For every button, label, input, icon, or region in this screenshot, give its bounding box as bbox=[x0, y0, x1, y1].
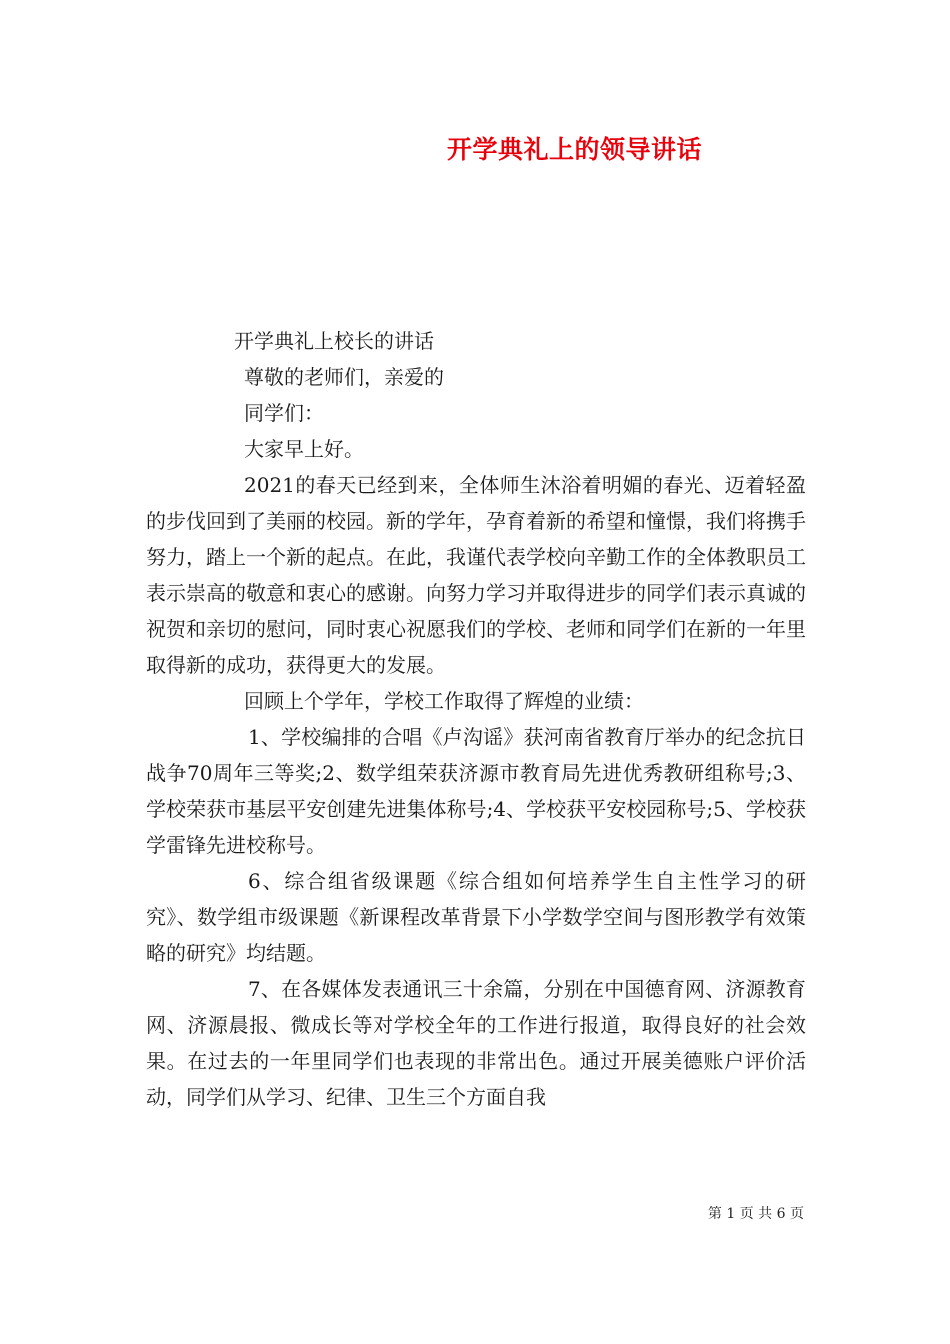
salutation-line-1: 尊敬的老师们，亲爱的 bbox=[244, 365, 444, 389]
document-body bbox=[146, 323, 806, 1115]
greeting-line: 大家早上好。 bbox=[244, 437, 364, 461]
paragraph-achievements-1: 1、学校编排的合唱《卢沟谣》获河南省教育厅举办的纪念抗日战争70周年三等奖;2、数学组荣获济源市教育局先进优秀教研组称号;3、学校荣获市基层平安创建先进集体称号;4、学校获平安校园称号;5、学校获学雷锋先进校称号。 bbox=[146, 725, 806, 857]
document-title: 开学典礼上的领导讲话 bbox=[447, 135, 703, 164]
paragraph-opening: 2021的春天已经到来，全体师生沐浴着明媚的春光、迈着轻盈的步伐回到了美丽的校园。新的学年，孕育着新的希望和憧憬，我们将携手努力，踏上一个新的起点。在此，我谨代表学校向辛勤工作的全体教职员工表示崇高的敬意和衷心的感谢。向努力学习并取得进步的同学们表示真诚的祝贺和亲切的慰问，同时衷心祝愿我们的学校、老师和同学们在新的一年里取得新的成功，获得更大的发展。 bbox=[146, 473, 806, 677]
speech-heading: 开学典礼上校长的讲话 bbox=[234, 329, 434, 353]
paragraph-achievements-2: 6、综合组省级课题《综合组如何培养学生自主性学习的研究》、数学组市级课题《新课程改革背景下小学数学空间与图形教学有效策略的研究》均结题。 bbox=[146, 869, 806, 965]
paragraph-review: 回顾上个学年，学校工作取得了辉煌的业绩： bbox=[244, 689, 644, 713]
page-number: 第 1 页 共 6 页 bbox=[707, 1206, 804, 1222]
salutation-line-2: 同学们： bbox=[244, 401, 324, 425]
paragraph-achievements-3: 7、在各媒体发表通讯三十余篇，分别在中国德育网、济源教育网、济源晨报、微成长等对学校全年的工作进行报道，取得良好的社会效果。在过去的一年里同学们也表现的非常出色。通过开展美德账户评价活动，同学们从学习、纪律、卫生三个方面自我 bbox=[146, 977, 806, 1109]
